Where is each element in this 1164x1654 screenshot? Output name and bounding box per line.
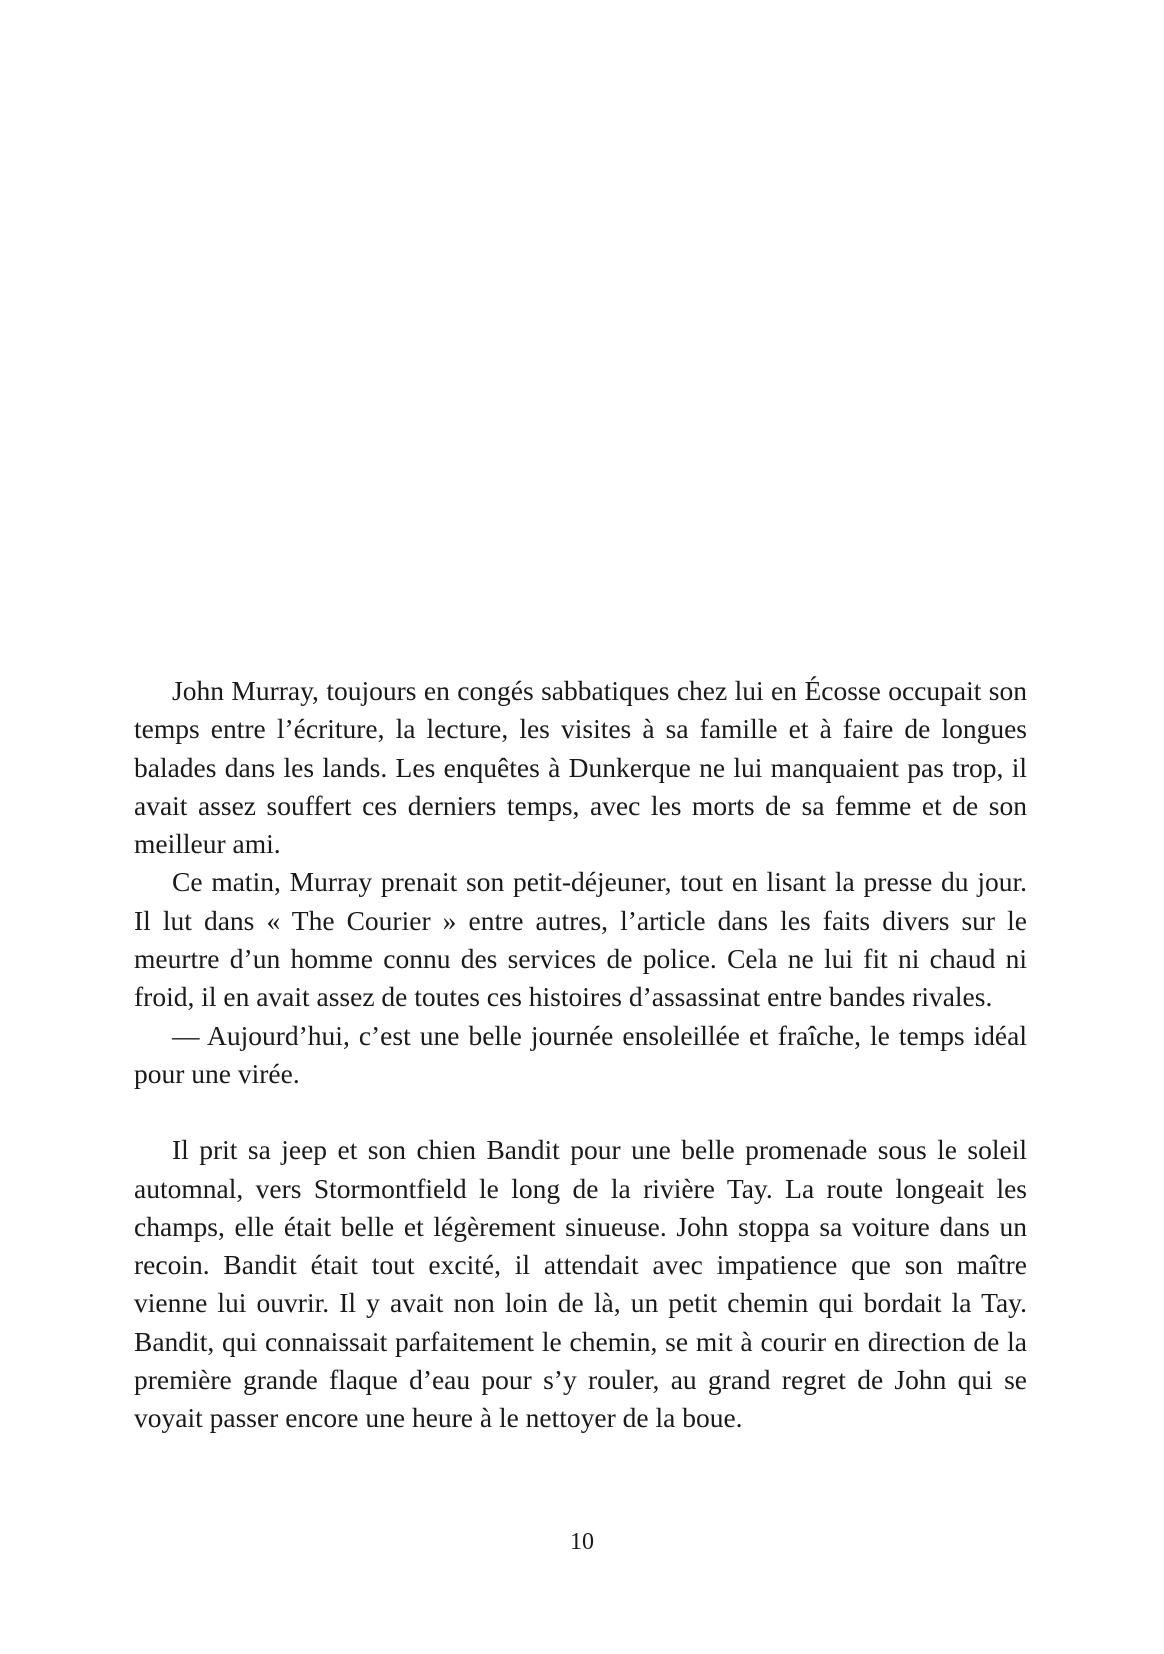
section-break xyxy=(134,1093,1027,1131)
paragraph-2: Ce matin, Murray prenait son petit-déjeuner, tout en lisant la presse du jour. Il lut dans « The Courier » entre autres, l’article dans les faits divers sur le meurtre d’un homme connu des services de police. Cela ne lui fit ni chaud ni froid, il en avait assez de toutes ces histoires d’assassinat entre bandes rivales. xyxy=(134,866,1027,1013)
body-text xyxy=(134,672,1027,1438)
paragraph-1: John Murray, toujours en congés sabbatiques chez lui en Écosse occupait son temps entre l’écriture, la lecture, les visites à sa famille et à faire de longues balades dans les lands. Les enquêtes à Dunkerque ne lui manquaient pas trop, il avait assez souffert ces derniers temps, avec les morts de sa femme et de son meilleur ami. xyxy=(134,675,1027,860)
dialogue-line: — Aujourd’hui, c’est une belle journée ensoleillée et fraîche, le temps idéal pour une virée. xyxy=(134,1019,1027,1089)
paragraph-3: Il prit sa jeep et son chien Bandit pour une belle promenade sous le soleil automnal, vers Stormontfield le long de la rivière Tay. La route longeait les champs, elle était belle et légèrement sinueuse. John stoppa sa voiture dans un recoin. Bandit était tout excité, il attendait avec impatience que son maître vienne lui ouvrir. Il y avait non loin de là, un petit chemin qui bordait la Tay. Bandit, qui connaissait parfaitement le chemin, se mit à courir en direction de la première grande flaque d’eau pour s’y rouler, au grand regret de John qui se voyait passer encore une heure à le nettoyer de la boue. xyxy=(134,1134,1027,1434)
page-number: 10 xyxy=(570,1529,594,1555)
